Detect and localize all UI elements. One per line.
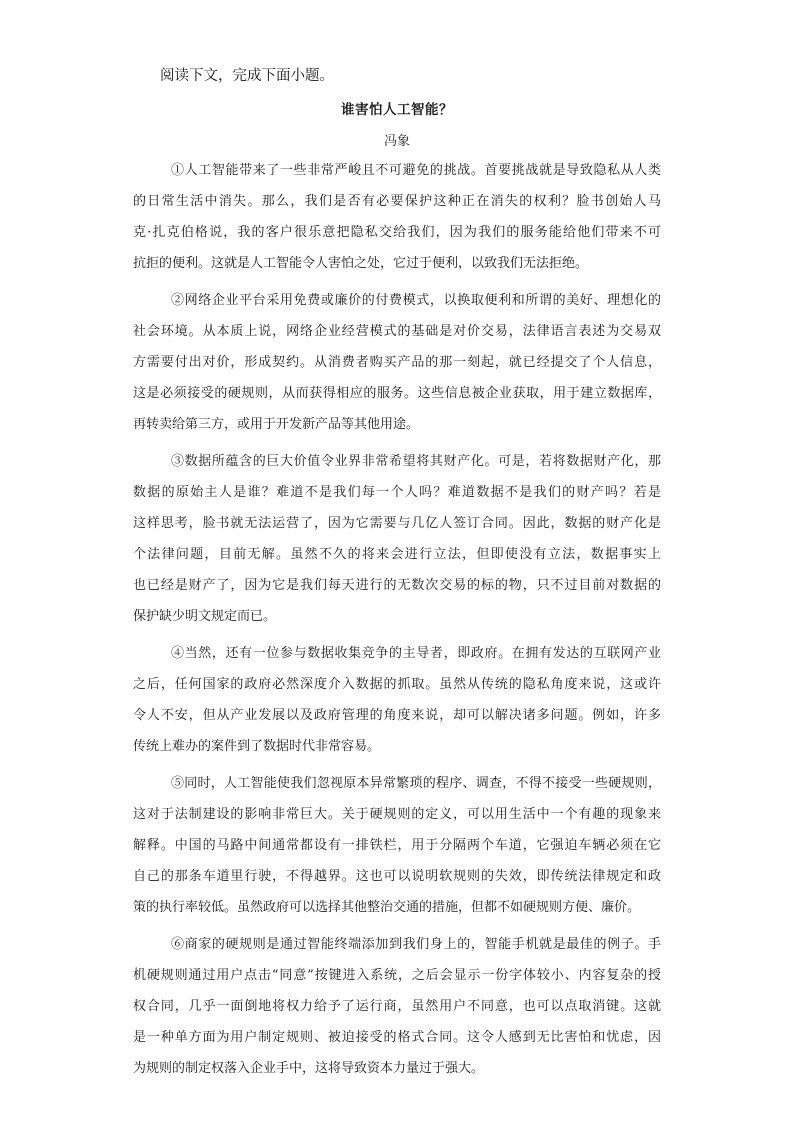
- paragraph-line: 也已经是财产了，因为它是我们每天进行的无数次交易的标的物，只不过目前对数据的: [133, 578, 661, 593]
- paragraph-line: 权合同，几乎一面倒地将权力给予了运行商，虽然用户不同意，也可以点取消键。这就: [133, 999, 661, 1014]
- paragraph-line: 这样思考，脸书就无法运营了，因为它需要与几亿人签订合同。因此，数据的财产化是: [133, 516, 661, 531]
- paragraph-3: [133, 446, 661, 632]
- paragraph-line: 机硬规则通过用户点击“同意”按键进入系统，之后会显示一份字体较小、内容复杂的授: [133, 968, 661, 983]
- paragraph-line: 数据的原始主人是谁？难道不是我们每一个人吗？难道数据不是我们的财产吗？若是: [133, 485, 661, 500]
- paragraph-line: 解释。中国的马路中间通常都设有一排铁栏，用于分隔两个车道，它强迫车辆必须在它: [133, 838, 661, 853]
- paragraph-line: 保护缺少明文规定而已。: [133, 609, 277, 624]
- paragraph-1: [133, 155, 661, 279]
- paragraph-5: [133, 768, 661, 923]
- paragraph-line: 方需要付出对价，形成契约。从消费者购买产品的那一刻起，就已经提交了个人信息，: [133, 355, 661, 370]
- paragraph-line: ③数据所蕴含的巨大价值令业界非常希望将其财产化。可是，若将数据财产化，那: [171, 454, 661, 469]
- paragraph-line: 令人不安，但从产业发展以及政府管理的角度来说，却可以解决诸多问题。例如，许多: [133, 708, 661, 723]
- reading-instruction: 阅读下文，完成下面小题。: [160, 68, 334, 84]
- paragraph-line: 是一种单方面为用户制定规则、被迫接受的格式合同。这令人感到无比害怕和忧虑，因: [133, 1030, 661, 1045]
- paragraph-4: [133, 638, 661, 762]
- paragraph-line: 这是必须接受的硬规则，从而获得相应的服务。这些信息被企业获取，用于建立数据库，: [133, 386, 661, 401]
- article-title: 谁害怕人工智能？: [341, 102, 453, 118]
- paragraph-line: 抗拒的便利。这就是人工智能令人害怕之处，它过于便利，以致我们无法拒绝。: [133, 256, 589, 271]
- paragraph-line: 社会环境。从本质上说，网络企业经营模式的基础是对价交易，法律语言表述为交易双: [133, 324, 661, 339]
- paragraph-2: [133, 285, 661, 440]
- paragraph-line: ⑤同时，人工智能使我们忽视原本异常繁琐的程序、调查，不得不接受一些硬规则，: [171, 776, 661, 791]
- paragraph-line: 个法律问题，目前无解。虽然不久的将来会进行立法，但即使没有立法，数据事实上: [133, 547, 661, 562]
- paragraph-line: 传统上难办的案件到了数据时代非常容易。: [133, 739, 381, 754]
- paragraph-line: 为规则的制定权落入企业手中，这将导致资本力量过于强大。: [133, 1061, 485, 1076]
- paragraph-line: ⑥商家的硬规则是通过智能终端添加到我们身上的，智能手机就是最佳的例子。手: [171, 937, 661, 952]
- paragraph-line: ④当然，还有一位参与数据收集竞争的主导者，即政府。在拥有发达的互联网产业: [171, 646, 661, 661]
- article-author: 冯象: [383, 134, 410, 149]
- paragraph-line: 之后，任何国家的政府必然深度介入数据的抓取。虽然从传统的隐私角度来说，这或许: [133, 677, 661, 692]
- paragraph-line: ①人工智能带来了一些非常严峻且不可避免的挑战。首要挑战就是导致隐私从人类: [171, 163, 661, 178]
- paragraph-line: ②网络企业平台采用免费或廉价的付费模式，以换取便利和所谓的美好、理想化的: [171, 293, 661, 308]
- paragraph-line: 这对于法制建设的影响非常巨大。关于硬规则的定义，可以用生活中一个有趣的现象来: [133, 807, 661, 822]
- paragraph-line: 的日常生活中消失。那么，我们是否有必要保护这种正在消失的权利？脸书创始人马: [133, 194, 661, 209]
- paragraph-line: 策的执行率较低。虽然政府可以选择其他整治交通的措施，但都不如硬规则方便、廉价。: [133, 900, 641, 915]
- paragraph-line: 再转卖给第三方，或用于开发新产品等其他用途。: [133, 417, 420, 432]
- paragraph-line: 自己的那条车道里行驶，不得越界。这也可以说明软规则的失效，即传统法律规定和政: [133, 869, 661, 884]
- paragraph-line: 克·扎克伯格说，我的客户很乐意把隐私交给我们，因为我们的服务能给他们带来不可: [133, 225, 661, 240]
- paragraph-6: [133, 929, 661, 1084]
- article-body: [133, 155, 661, 1084]
